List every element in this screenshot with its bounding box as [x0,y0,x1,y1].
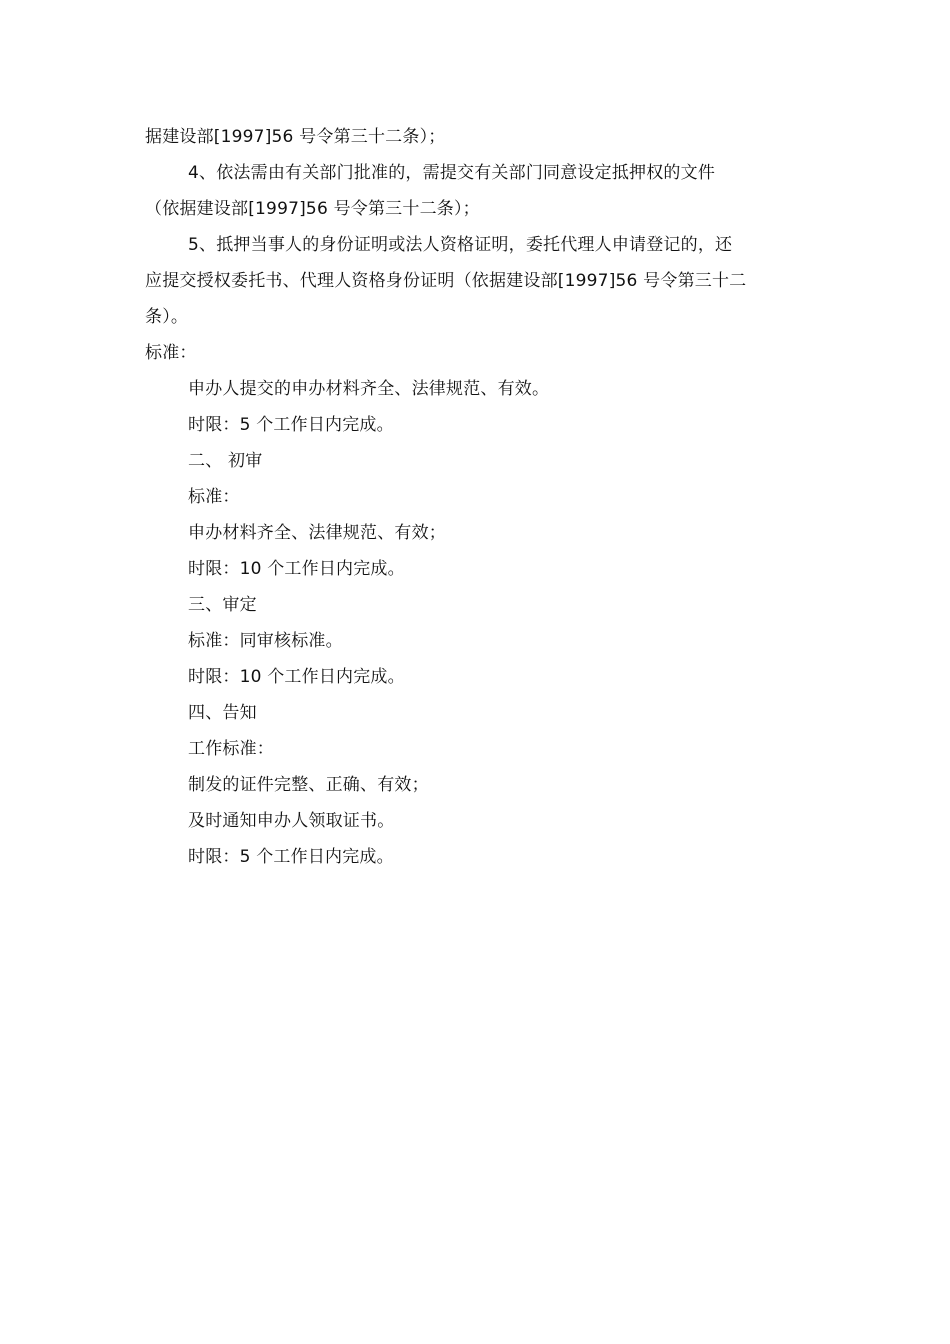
section-heading: 二、 初审 [188,451,263,471]
text-line: 应提交授权委托书、代理人资格身份证明（依据建设部[1997]56 号令第三十二 [145,271,747,291]
text-line: 申办材料齐全、法律规范、有效； [188,523,446,543]
text-line: 制发的证件完整、正确、有效； [188,775,429,795]
text-line: 条）。 [145,307,189,327]
section-heading: 四、告知 [188,703,257,723]
text-line: 申办人提交的申办材料齐全、法律规范、有效。 [188,379,550,399]
text-line: 时限：10 个工作日内完成。 [188,667,405,687]
text-line: 标准： [145,343,197,363]
text-line: 标准： [188,487,240,507]
text-line: 时限：10 个工作日内完成。 [188,559,405,579]
text-line: 标准：同审核标准。 [188,631,343,651]
text-line: 5、抵押当事人的身份证明或法人资格证明，委托代理人申请登记的，还 [188,235,733,255]
text-line: 4、依法需由有关部门批准的，需提交有关部门同意设定抵押权的文件 [188,163,716,183]
text-line: 及时通知申办人领取证书。 [188,811,395,831]
text-line: （依据建设部[1997]56 号令第三十二条）； [145,199,480,219]
text-line: 时限：5 个工作日内完成。 [188,847,394,867]
text-line: 工作标准： [188,739,274,759]
text-line: 据建设部[1997]56 号令第三十二条）； [145,127,446,147]
text-line: 时限：5 个工作日内完成。 [188,415,394,435]
section-heading: 三、审定 [188,595,257,615]
